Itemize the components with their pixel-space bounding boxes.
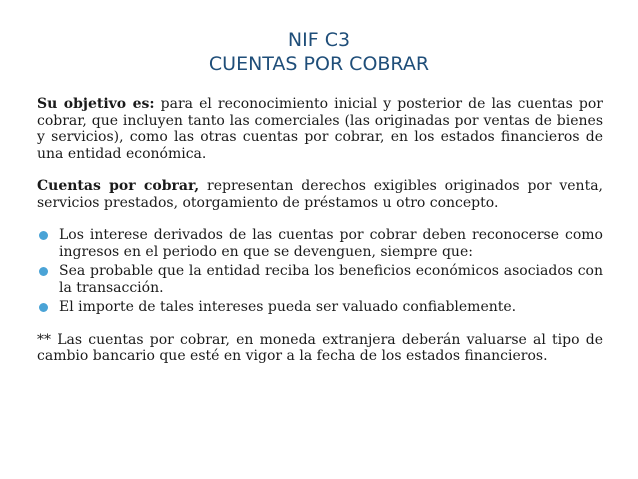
bullet-dot-icon [39,303,48,312]
title-line-1: NIF C3 [287,29,351,51]
bullet-text: Los interese derivados de las cuentas por cobrar deben reconocerse como ingresos en el periodo en que se devenguen, siempre que: [59,227,603,260]
bullet-dot-icon [39,267,48,276]
bullet-text: Sea probable que la entidad reciba los beneficios económicos asociados con la transacción. [59,263,603,296]
objective-label: Su objetivo es: [37,96,155,112]
slide-content [37,96,603,381]
objective-text: para el reconocimiento inicial y posterior de las cuentas por cobrar, que incluyen tanto las comerciales (las originadas por ventas de bienes y servicios), como las otras cuentas por cobrar, en los estados financieros de una entidad económica. [37,96,603,162]
list-item [37,299,603,316]
note-paragraph: ** Las cuentas por cobrar, en moneda extranjera deberán valuarse al tipo de cambio bancario que esté en vigor a la fecha de los estados financieros. [37,331,603,364]
slide-title [0,28,638,76]
title-line-2: CUENTAS POR COBRAR [208,53,430,75]
bullet-text: El importe de tales intereses pueda ser valuado confiablemente. [59,299,517,315]
bullet-list [37,227,603,316]
objective-paragraph [37,96,603,162]
list-item [37,263,603,296]
definition-paragraph [37,178,603,211]
list-item [37,227,603,260]
definition-text: representan derechos exigibles originados por venta, servicios prestados, otorgamiento de préstamos u otro concepto. [37,178,603,211]
bullet-dot-icon [39,231,48,240]
definition-label: Cuentas por cobrar, [37,178,200,194]
